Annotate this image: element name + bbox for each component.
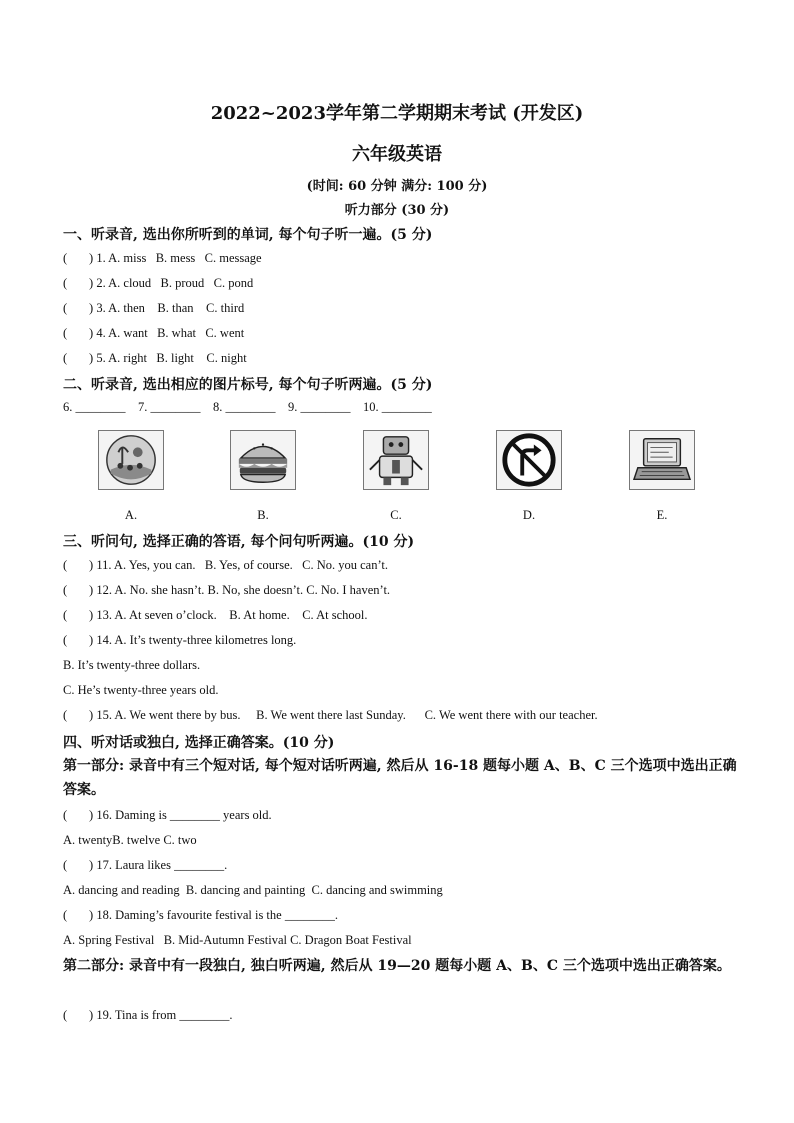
section-4-heading: 四、听对话或独白, 选择正确答案。(10 分) <box>63 735 335 751</box>
hamburger-icon <box>230 430 296 490</box>
section-1-heading: 一、听录音, 选出你所听到的单词, 每个句子听一遍。(5 分) <box>63 227 433 243</box>
picture-label-b: B. <box>257 508 269 522</box>
question-11: ( ) 11. A. Yes, you can. B. Yes, of course. C. No. you can’t. <box>63 558 388 572</box>
question-14-option-b: B. It’s twenty-three dollars. <box>63 658 201 672</box>
question-18-options: A. Spring Festival B. Mid-Autumn Festival C. Dragon Boat Festival <box>63 933 412 947</box>
question-13: ( ) 13. A. At seven o’clock. B. At home. C. At school. <box>63 608 368 622</box>
section-2-heading: 二、听录音, 选出相应的图片标号, 每个句子听两遍。(5 分) <box>63 377 433 393</box>
question-16: ( ) 16. Daming is ________ years old. <box>63 808 272 822</box>
section-4-part-1-instructions: 第一部分: 录音中有三个短对话, 每个短对话听两遍, 然后从 16-18 题每小题 A、B、C 三个选项中选出正确答案。 <box>63 758 737 798</box>
question-12: ( ) 12. A. No. she hasn’t. B. No, she doesn’t. C. No. I haven’t. <box>63 583 391 597</box>
question-2: ( ) 2. A. cloud B. proud C. pond <box>63 276 254 290</box>
picture-label-d: D. <box>522 508 536 522</box>
question-19: ( ) 19. Tina is from ________. <box>63 1008 233 1022</box>
exam-subject: 六年级英语 <box>352 144 442 165</box>
question-14-option-c: C. He’s twenty-three years old. <box>63 683 219 697</box>
question-5: ( ) 5. A. right B. light C. night <box>63 351 247 365</box>
question-14: ( ) 14. A. It’s twenty-three kilometres long. <box>63 633 297 647</box>
no-right-turn-sign-icon <box>496 430 562 490</box>
question-17-options: A. dancing and reading B. dancing and painting C. dancing and swimming <box>63 883 443 897</box>
question-15: ( ) 15. A. We went there by bus. B. We went there last Sunday. C. We went there with our teacher. <box>63 708 598 722</box>
exam-info: (时间: 60 分钟 满分: 100 分) <box>306 179 488 194</box>
section-4-part-2-instructions: 第二部分: 录音中有一段独白, 独白听两遍, 然后从 19—20 题每小题 A、B、C 三个选项中选出正确答案。 <box>63 958 731 974</box>
question-17: ( ) 17. Laura likes ________. <box>63 858 228 872</box>
section-3-heading: 三、听问句, 选择正确的答语, 每个问句听两遍。(10 分) <box>63 534 415 550</box>
robot-icon <box>363 430 429 490</box>
picture-label-c: C. <box>390 508 402 522</box>
picture-label-e: E. <box>656 508 668 522</box>
laptop-icon <box>629 430 695 490</box>
question-16-options: A. twentyB. twelve C. two <box>63 833 197 847</box>
question-18: ( ) 18. Daming’s favourite festival is the ________. <box>63 908 338 922</box>
listening-part-title: 听力部分 (30 分) <box>344 203 450 218</box>
children-playing-icon <box>98 430 164 490</box>
question-4: ( ) 4. A. want B. what C. went <box>63 326 245 340</box>
exam-title: 2022~2023学年第二学期期末考试 (开发区) <box>210 103 584 124</box>
question-3: ( ) 3. A. then B. than C. third <box>63 301 245 315</box>
picture-label-a: A. <box>124 508 138 522</box>
question-1: ( ) 1. A. miss B. mess C. message <box>63 251 262 265</box>
answer-blanks-6-10: 6. ________ 7. ________ 8. ________ 9. ________ 10. ________ <box>63 400 432 414</box>
